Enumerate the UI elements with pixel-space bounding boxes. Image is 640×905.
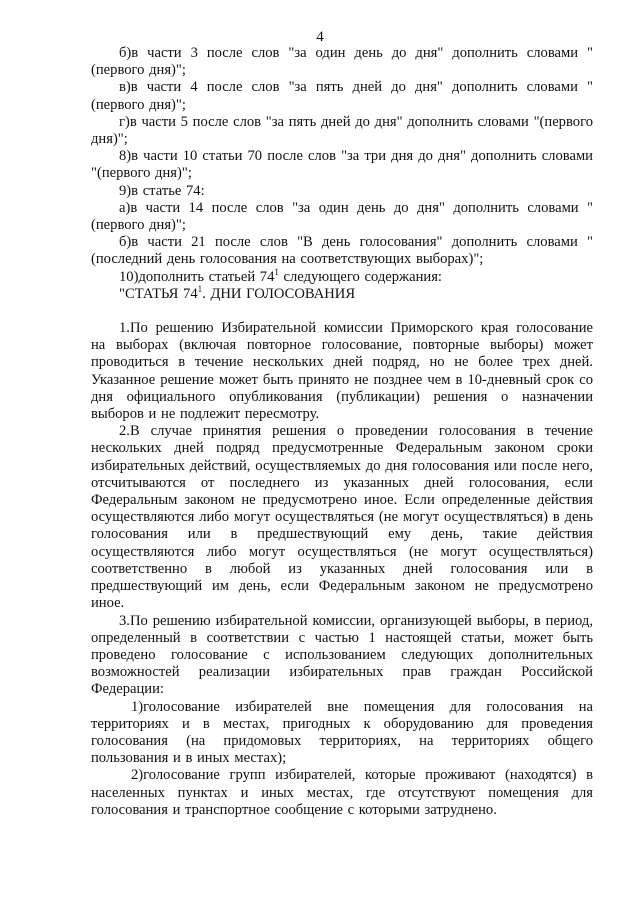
article-subitem: 1)голосование избирателей вне помещения для голосования на территориях и в местах, пригодных к оборудованию для проведения голосования (на придомовых территориях, на территориях общего пользования и в иных местах); <box>91 698 593 767</box>
superscript: 1 <box>274 266 279 277</box>
article-heading-text: "СТАТЬЯ 74 <box>119 285 198 302</box>
document-body <box>91 45 593 819</box>
article-section: 3.По решению избирательной комиссии, организующей выборы, в период, определенный в соответствии с частью 1 настоящей статьи, может быть проведено голосование с использованием следующих дополнительных возможностей реализации избирательных прав граждан Российской Федерации: <box>91 612 593 698</box>
amendment-paragraph: а)в части 14 после слов "за один день до дня" дополнить словами "(первого дня)"; <box>91 199 593 234</box>
article-heading-text: . ДНИ ГОЛОСОВАНИЯ <box>202 285 356 302</box>
amendment-paragraph: б)в части 21 после слов "В день голосования" дополнить словами "(последний день голосования на соответствующих выборах)"; <box>91 234 593 268</box>
amendment-paragraph: 8)в части 10 статьи 70 после слов "за три дня до дня" дополнить словами "(первого дня)"; <box>91 148 593 182</box>
amendment-paragraph: б)в части 3 после слов "за один день до дня" дополнить словами "(первого дня)"; <box>91 45 593 79</box>
amendment-paragraph: г)в части 5 после слов "за пять дней до дня" дополнить словами "(первого дня)"; <box>91 113 593 148</box>
amendment-paragraph: в)в части 4 после слов "за пять дней до дня" дополнить словами "(первого дня)"; <box>91 79 593 113</box>
amendment-paragraph: 9)в статье 74: <box>119 182 205 199</box>
article-section: 2.В случае принятия решения о проведении голосования в течение нескольких дней подряд предусмотренные Федеральным законом сроки избирательных действий, осуществляемых до дня голосования или после него, отсчитываются от последнего из указанных дней голосования, если Федеральным законом не предусмотрено иное. Если определенные действия осуществляются либо могут осуществляться (не могут осуществляться) в день голосования или в предшествующий ему день, такие действия осуществляются либо могут осуществляться (не могут осуществляться) соответственно в любой из указанных дней голосования или в предшествующий им день, если Федеральным законом не предусмотрено иное. <box>91 423 593 612</box>
article-section: 1.По решению Избирательной комиссии Приморского края голосование на выборах (включая повторное голосование, повторные выборы) может проводиться в течение нескольких дней подряд, но не более трех дней. Указанное решение может быть принято не позднее чем в 10-дневный срок со дня официального опубликования (публикации) решения о назначении выборов и не подлежит пересмотру. <box>91 320 593 423</box>
article-subitem: 2)голосование групп избирателей, которые проживают (находятся) в населенных пунктах и иных местах, где отсутствуют помещения для голосования и транспортное сообщение с которыми затруднено. <box>91 767 593 818</box>
article-heading <box>91 283 593 303</box>
superscript: 1 <box>197 283 203 294</box>
amendment-paragraph <box>91 266 593 286</box>
amendment-text: следующего содержания: <box>278 268 442 285</box>
amendment-text: 10)дополнить статьей 74 <box>119 268 275 285</box>
page-number: 4 <box>316 29 324 45</box>
